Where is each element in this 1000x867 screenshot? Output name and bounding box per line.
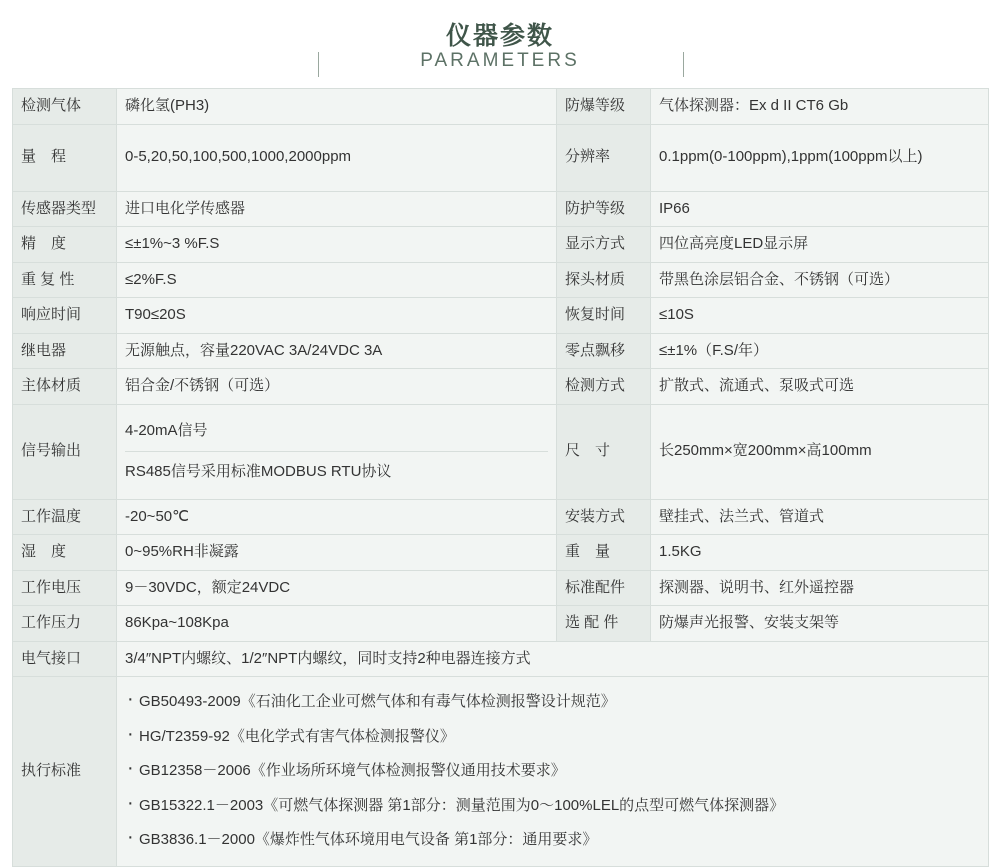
dimension-label: 尺 寸 — [557, 404, 651, 499]
table-row — [13, 262, 989, 298]
table-row — [13, 191, 989, 227]
page-header — [0, 0, 1000, 78]
row-value-right: 扩散式、流通式、泵吸式可选 — [651, 369, 989, 405]
row-label-right: 零点飘移 — [557, 333, 651, 369]
table-row — [13, 369, 989, 405]
row-value-left: 0~95%RH非凝露 — [117, 535, 557, 571]
row-value-left: 磷化氢(PH3) — [117, 89, 557, 125]
table-row — [13, 535, 989, 571]
row-label-right: 标准配件 — [557, 570, 651, 606]
row-value-left: ≤2%F.S — [117, 262, 557, 298]
row-value-right: 防爆声光报警、安装支架等 — [651, 606, 989, 642]
row-value-left: -20~50℃ — [117, 499, 557, 535]
row-value-left: 铝合金/不锈钢（可选） — [117, 369, 557, 405]
row-value-right: 0.1ppm(0-100ppm),1ppm(100ppm以上) — [651, 124, 989, 191]
row-label-right: 显示方式 — [557, 227, 651, 263]
page-title-text: 仪器参数 — [432, 22, 568, 50]
row-value-right: 探测器、说明书、红外遥控器 — [651, 570, 989, 606]
row-value-left: 9－30VDC，额定24VDC — [117, 570, 557, 606]
dimension-value: 长250mm×宽200mm×高100mm — [651, 404, 989, 499]
row-label-right: 防护等级 — [557, 191, 651, 227]
row-value-left: 进口电化学传感器 — [117, 191, 557, 227]
table-row — [13, 89, 989, 125]
row-label-left: 精 度 — [13, 227, 117, 263]
row-label-left: 继电器 — [13, 333, 117, 369]
row-label-left: 工作电压 — [13, 570, 117, 606]
row-label-right: 安装方式 — [557, 499, 651, 535]
signal-output-row — [13, 404, 989, 499]
row-value-right: 壁挂式、法兰式、管道式 — [651, 499, 989, 535]
list-item: · GB12358－2006《作业场所环境气体检测报警仪通用技术要求》 — [125, 754, 980, 789]
row-label-left: 检测气体 — [13, 89, 117, 125]
row-label-right: 防爆等级 — [557, 89, 651, 125]
row-value-left: ≤±1%~3 %F.S — [117, 227, 557, 263]
page-title — [0, 16, 1000, 52]
electrical-interface-label: 电气接口 — [13, 641, 117, 677]
list-item: · GB3836.1－2000《爆炸性气体环境用电气设备 第1部分：通用要求》 — [125, 823, 980, 858]
standards-label: 执行标准 — [13, 677, 117, 867]
signal-output-line-2: RS485信号采用标准MODBUS RTU协议 — [125, 463, 392, 480]
row-value-right: ≤±1%（F.S/年） — [651, 333, 989, 369]
row-value-left: 86Kpa~108Kpa — [117, 606, 557, 642]
row-label-left: 主体材质 — [13, 369, 117, 405]
row-label-left: 湿 度 — [13, 535, 117, 571]
table-row — [13, 124, 989, 191]
electrical-interface-value: 3/4″NPT内螺纹、1/2″NPT内螺纹，同时支持2种电器连接方式 — [117, 641, 989, 677]
list-item: · GB15322.1－2003《可燃气体探测器 第1部分：测量范围为0～100%LEL的点型可燃气体探测器》 — [125, 789, 980, 824]
standards-value — [117, 677, 989, 867]
page-subtitle: PARAMETERS — [420, 50, 580, 71]
row-value-left: 0-5,20,50,100,500,1000,2000ppm — [117, 124, 557, 191]
signal-output-label: 信号输出 — [13, 404, 117, 499]
row-label-right: 分辨率 — [557, 124, 651, 191]
row-label-right: 重 量 — [557, 535, 651, 571]
row-value-right: IP66 — [651, 191, 989, 227]
row-value-right: 四位高亮度LED显示屏 — [651, 227, 989, 263]
table-row — [13, 606, 989, 642]
row-label-right: 探头材质 — [557, 262, 651, 298]
row-label-left: 工作压力 — [13, 606, 117, 642]
standards-row — [13, 677, 989, 867]
table-row — [13, 298, 989, 334]
table-row — [13, 570, 989, 606]
row-value-right: 1.5KG — [651, 535, 989, 571]
table-row — [13, 227, 989, 263]
table-row — [13, 333, 989, 369]
list-item: · GB50493-2009《石油化工企业可燃气体和有毒气体检测报警设计规范》 — [125, 685, 980, 720]
signal-output-value — [117, 404, 557, 499]
row-value-left: T90≤20S — [117, 298, 557, 334]
row-value-right: 带黑色涂层铝合金、不锈钢（可选） — [651, 262, 989, 298]
row-value-left: 无源触点，容量220VAC 3A/24VDC 3A — [117, 333, 557, 369]
row-label-left: 量 程 — [13, 124, 117, 191]
electrical-interface-row — [13, 641, 989, 677]
row-value-right: ≤10S — [651, 298, 989, 334]
row-label-left: 传感器类型 — [13, 191, 117, 227]
list-item: · HG/T2359-92《电化学式有害气体检测报警仪》 — [125, 720, 980, 755]
row-label-left: 响应时间 — [13, 298, 117, 334]
signal-output-line-1: 4-20mA信号 — [125, 411, 548, 453]
standards-list — [125, 683, 980, 860]
row-label-left: 重 复 性 — [13, 262, 117, 298]
row-label-right: 恢复时间 — [557, 298, 651, 334]
row-label-right: 选 配 件 — [557, 606, 651, 642]
row-label-left: 工作温度 — [13, 499, 117, 535]
row-value-right: 气体探测器：Ex d II CT6 Gb — [651, 89, 989, 125]
parameters-table-wrap — [12, 88, 988, 867]
parameters-table — [12, 88, 989, 867]
row-label-right: 检测方式 — [557, 369, 651, 405]
table-row — [13, 499, 989, 535]
